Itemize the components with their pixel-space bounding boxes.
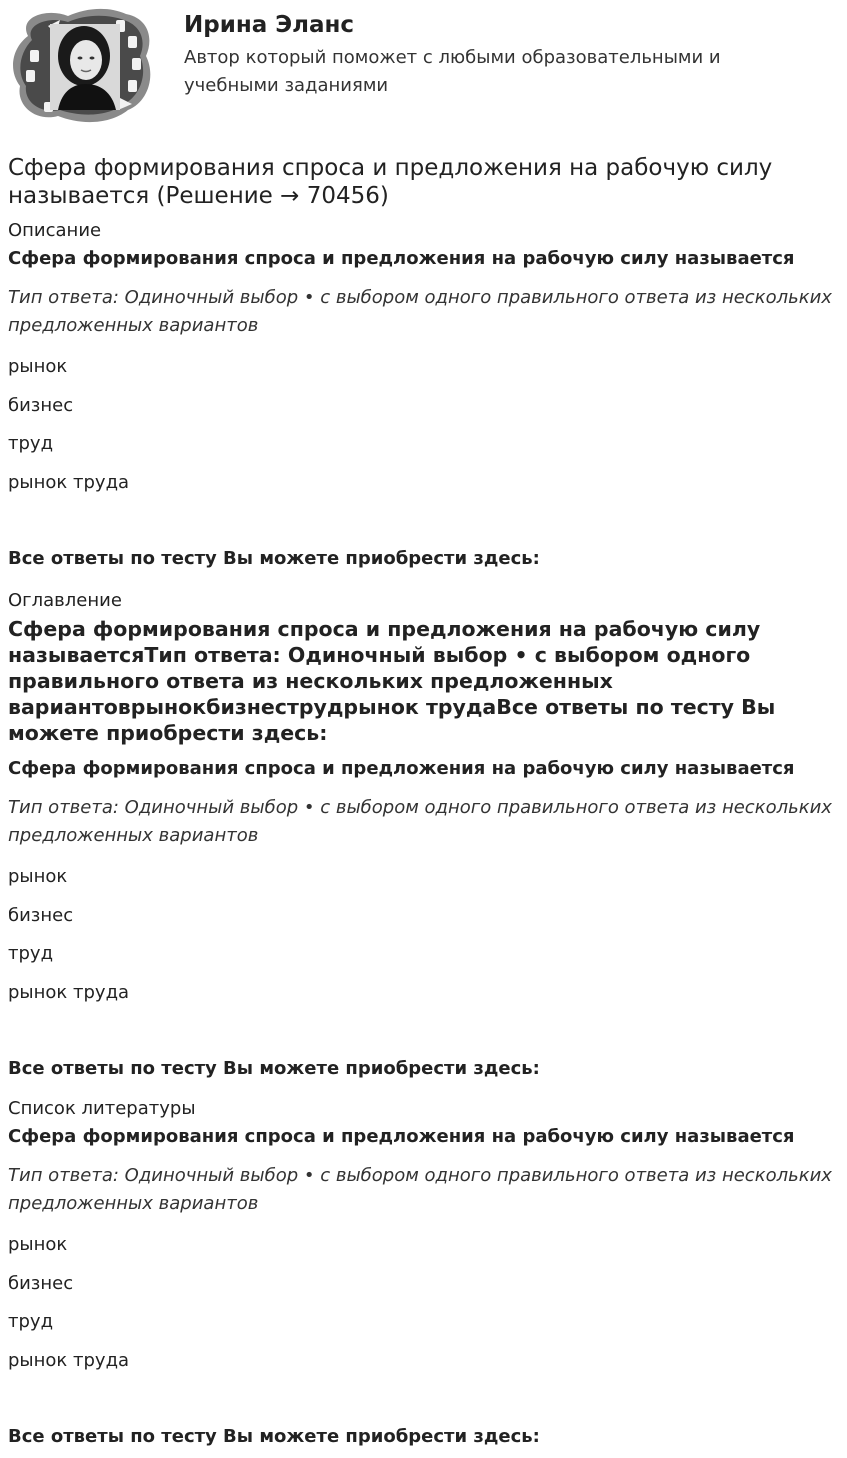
answer-type: Тип ответа: Одиночный выбор • с выбором одного правильного ответа из нескольких предложенных вариантов [8, 797, 832, 846]
section-label: Описание [8, 220, 102, 241]
avatar[interactable] [8, 6, 156, 126]
page-title: Сфера формирования спроса и предложения на рабочую силу называется (Решение → 70456) [8, 155, 773, 209]
option-item: бизнес [8, 394, 74, 416]
option-item: рынок труда [8, 1349, 130, 1371]
section-toc [8, 588, 839, 1082]
author-header [8, 0, 839, 136]
option-item: труд [8, 943, 54, 965]
section-label: Список литературы [8, 1098, 196, 1119]
option-item: рынок труда [8, 981, 130, 1003]
answer-type: Тип ответа: Одиночный выбор • с выбором одного правильного ответа из нескольких предложенных вариантов [8, 287, 832, 336]
avatar-image [8, 6, 156, 126]
section-description [8, 218, 839, 572]
author-description: Автор который поможет с любыми образовательными и учебными заданиями [184, 47, 721, 96]
toc-text: Сфера формирования спроса и предложения на рабочую силу называетсяТип ответа: Одиночный выбор • с выбором одного правильного ответа из нескольких предложенных вариантоврынокбизнеструдрынок трудаВсе ответы по тесту Вы можете приобрести здесь: [8, 617, 776, 745]
options-list [8, 1226, 839, 1380]
buy-answers-text: Все ответы по тесту Вы можете приобрести здесь: [8, 1058, 540, 1079]
option-item: рынок [8, 1234, 68, 1256]
options-list [8, 348, 839, 502]
option-item: рынок [8, 356, 68, 378]
option-item: труд [8, 1311, 54, 1333]
option-item: бизнес [8, 904, 74, 926]
section-label: Оглавление [8, 590, 122, 611]
buy-answers-text: Все ответы по тесту Вы можете приобрести здесь: [8, 1426, 540, 1447]
option-item: бизнес [8, 1272, 74, 1294]
buy-answers-text: Все ответы по тесту Вы можете приобрести здесь: [8, 548, 540, 569]
answer-type: Тип ответа: Одиночный выбор • с выбором одного правильного ответа из нескольких предложенных вариантов [8, 1165, 832, 1214]
option-item: труд [8, 433, 54, 455]
section-bibliography [8, 1096, 839, 1450]
options-list [8, 858, 839, 1012]
option-item: рынок [8, 866, 68, 888]
author-info [184, 6, 784, 100]
author-name[interactable]: Ирина Эланс [184, 12, 355, 38]
question-text: Сфера формирования спроса и предложения на рабочую силу называется [8, 1126, 795, 1147]
question-text: Сфера формирования спроса и предложения на рабочую силу называется [8, 248, 795, 269]
question-text: Сфера формирования спроса и предложения на рабочую силу называется [8, 758, 795, 779]
option-item: рынок труда [8, 471, 130, 493]
